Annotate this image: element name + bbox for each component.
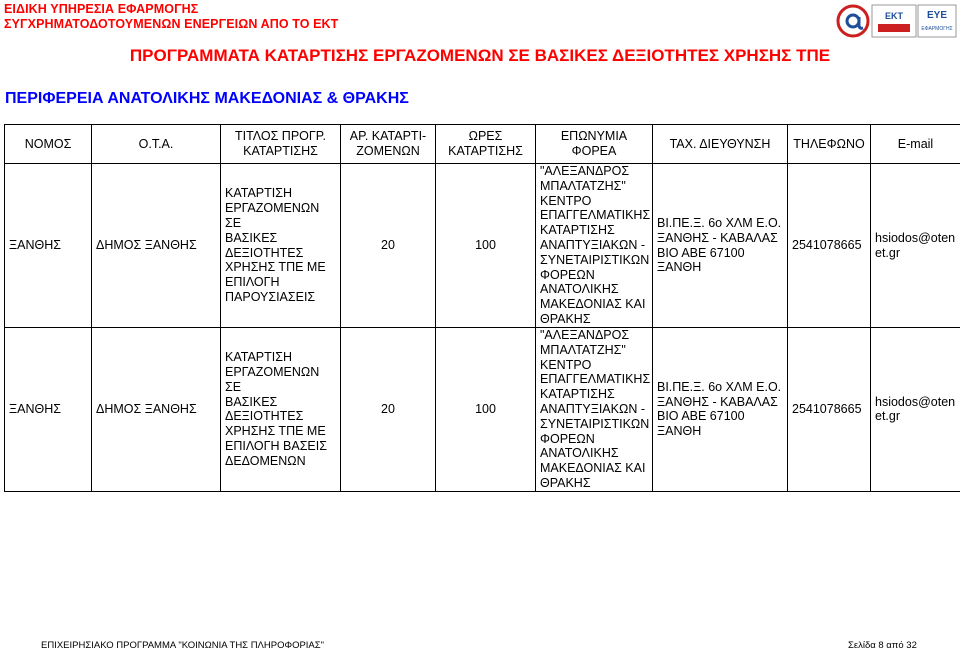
col-header-phone: ΤΗΛΕΦΩΝΟ: [788, 125, 871, 164]
cell-phone: 2541078665: [788, 164, 871, 328]
ekt-logo-text: ΕΚΤ: [885, 11, 903, 21]
cell-hours: 100: [436, 164, 536, 328]
footer-page-number: Σελίδα 8 από 32: [848, 640, 917, 651]
logo-group: [834, 3, 958, 39]
table-row: [5, 164, 960, 328]
col-header-email: E-mail: [871, 125, 960, 164]
cell-hours: 100: [436, 328, 536, 492]
col-header-title: ΤΙΤΛΟΣ ΠΡΟΓΡ. ΚΑΤΑΡΤΙΣΗΣ: [221, 125, 341, 164]
cell-provider: "ΑΛΕΞΑΝΔΡΟΣ ΜΠΑΛΤΑΤΖΗΣ" ΚΕΝΤΡΟ ΕΠΑΓΓΕΛΜΑΤΙΚΗΣ ΚΑΤΑΡΤΙΣΗΣ ΑΝΑΠΤΥΞΙΑΚΩΝ - ΣΥΝΕΤΑΙΡΙΣΤΙΚΩΝ ΦΟΡΕΩΝ ΑΝΑΤΟΛΙΚΗΣ ΜΑΚΕΔΟΝΙΑΣ ΚΑΙ ΘΡΑΚΗΣ: [536, 164, 653, 328]
cell-title: ΚΑΤΑΡΤΙΣΗ ΕΡΓΑΖΟΜΕΝΩΝ ΣΕ ΒΑΣΙΚΕΣ ΔΕΞΙΟΤΗΤΕΣ ΧΡΗΣΗΣ ΤΠΕ ΜΕ ΕΠΙΛΟΓΗ ΠΑΡΟΥΣΙΑΣΕΙΣ: [221, 164, 341, 328]
programs-table: [4, 124, 960, 492]
table-row: [5, 328, 960, 492]
eye-logo-text: ΕΥΕ: [926, 10, 948, 21]
cell-nomos: ΞΑΝΘΗΣ: [5, 328, 92, 492]
eye-logo-subtext: ΕΦΑΡΜΟΓΗΣ: [921, 26, 953, 32]
page-title: ΠΡΟΓΡΑΜΜΑΤΑ ΚΑΤΑΡΤΙΣΗΣ ΕΡΓΑΖΟΜΕΝΩΝ ΣΕ ΒΑΣΙΚΕΣ ΔΕΞΙΟΤΗΤΕΣ ΧΡΗΣΗΣ ΤΠΕ: [129, 46, 831, 65]
cell-trainees: 20: [341, 328, 436, 492]
table-header-row: [5, 125, 960, 164]
col-header-nomos: ΝΟΜΟΣ: [5, 125, 92, 164]
cell-address: ΒΙ.ΠΕ.Ξ. 6ο ΧΛΜ Ε.Ο. ΞΑΝΘΗΣ - ΚΑΒΑΛΑΣ ΒΙΟ ΑΒΕ 67100 ΞΑΝΘΗ: [653, 164, 788, 328]
col-header-provider: ΕΠΩΝΥΜΙΑ ΦΟΡΕΑ: [536, 125, 653, 164]
footer-program-name: ΕΠΙΧΕΙΡΗΣΙΑΚΟ ΠΡΟΓΡΑΜΜΑ "ΚΟΙΝΩΝΙΑ ΤΗΣ ΠΛΗΡΟΦΟΡΙΑΣ": [41, 640, 325, 651]
cell-nomos: ΞΑΝΘΗΣ: [5, 164, 92, 328]
col-header-trainees: ΑΡ. ΚΑΤΑΡΤΙ- ΖΟΜΕΝΩΝ: [341, 125, 436, 164]
cell-email: hsiodos@oten et.gr: [871, 164, 960, 328]
cell-ota: ΔΗΜΟΣ ΞΑΝΘΗΣ: [92, 328, 221, 492]
cell-provider: "ΑΛΕΞΑΝΔΡΟΣ ΜΠΑΛΤΑΤΖΗΣ" ΚΕΝΤΡΟ ΕΠΑΓΓΕΛΜΑΤΙΚΗΣ ΚΑΤΑΡΤΙΣΗΣ ΑΝΑΠΤΥΞΙΑΚΩΝ - ΣΥΝΕΤΑΙΡΙΣΤΙΚΩΝ ΦΟΡΕΩΝ ΑΝΑΤΟΛΙΚΗΣ ΜΑΚΕΔΟΝΙΑΣ ΚΑΙ ΘΡΑΚΗΣ: [536, 328, 653, 492]
cell-email: hsiodos@oten et.gr: [871, 328, 960, 492]
ekt-logo-box: [872, 5, 916, 37]
cell-trainees: 20: [341, 164, 436, 328]
cell-title: ΚΑΤΑΡΤΙΣΗ ΕΡΓΑΖΟΜΕΝΩΝ ΣΕ ΒΑΣΙΚΕΣ ΔΕΞΙΟΤΗΤΕΣ ΧΡΗΣΗΣ ΤΠΕ ΜΕ ΕΠΙΛΟΓΗ ΒΑΣΕΙΣ ΔΕΔΟΜΕΝΩΝ: [221, 328, 341, 492]
col-header-ota: Ο.Τ.Α.: [92, 125, 221, 164]
at-sign-logo-icon: [838, 6, 868, 36]
cell-phone: 2541078665: [788, 328, 871, 492]
ekt-logo-bar: [878, 24, 910, 32]
col-header-hours: ΩΡΕΣ ΚΑΤΑΡΤΙΣΗΣ: [436, 125, 536, 164]
cell-address: ΒΙ.ΠΕ.Ξ. 6ο ΧΛΜ Ε.Ο. ΞΑΝΘΗΣ - ΚΑΒΑΛΑΣ ΒΙΟ ΑΒΕ 67100 ΞΑΝΘΗ: [653, 328, 788, 492]
col-header-address: ΤΑΧ. ΔΙΕΥΘΥΝΣΗ: [653, 125, 788, 164]
cell-ota: ΔΗΜΟΣ ΞΑΝΘΗΣ: [92, 164, 221, 328]
ekt-eye-logo: [834, 3, 958, 39]
header-line-1: ΕΙΔΙΚΗ ΥΠΗΡΕΣΙΑ ΕΦΑΡΜΟΓΗΣ: [4, 2, 199, 16]
header-line-2: ΣΥΓΧΡΗΜΑΤΟΔΟΤΟΥΜΕΝΩΝ ΕΝΕΡΓΕΙΩΝ ΑΠΟ ΤΟ ΕΚΤ: [4, 17, 339, 31]
region-title: ΠΕΡΙΦΕΡΕΙΑ ΑΝΑΤΟΛΙΚΗΣ ΜΑΚΕΔΟΝΙΑΣ & ΘΡΑΚΗΣ: [5, 90, 409, 107]
